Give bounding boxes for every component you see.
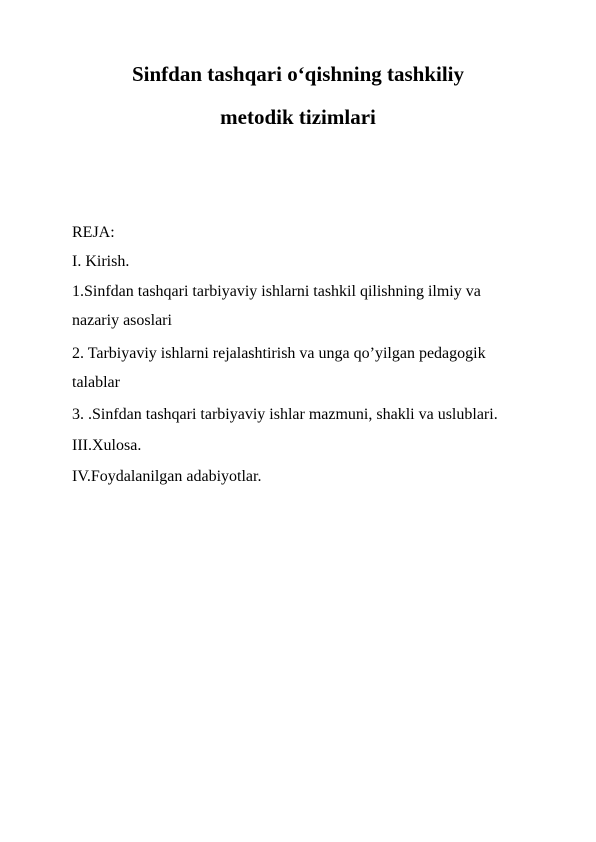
plan-item-2-line-1: 2. Tarbiyaviy ishlarni rejalashtirish va unga qo’yilgan pedagogik: [72, 345, 486, 362]
document-title-line-2: metodik tizimlari: [220, 105, 376, 129]
plan-item-1-line-2: nazariy asoslari: [72, 312, 172, 329]
plan-item-conclusion: III.Xulosa.: [72, 437, 142, 454]
plan-item-3: 3. .Sinfdan tashqari tarbiyaviy ishlar mazmuni, shakli va uslublari.: [72, 406, 498, 423]
plan-heading: REJA:: [72, 224, 115, 241]
plan-item-references: IV.Foydalanilgan adabiyotlar.: [72, 468, 262, 485]
plan-item-2-line-2: talablar: [72, 374, 120, 391]
plan-item-1-line-1: 1.Sinfdan tashqari tarbiyaviy ishlarni tashkil qilishning ilmiy va: [72, 283, 481, 300]
document-title-line-1: Sinfdan tashqari o‘qishning tashkiliy: [131, 62, 465, 86]
plan-item-introduction: I. Kirish.: [72, 253, 130, 270]
